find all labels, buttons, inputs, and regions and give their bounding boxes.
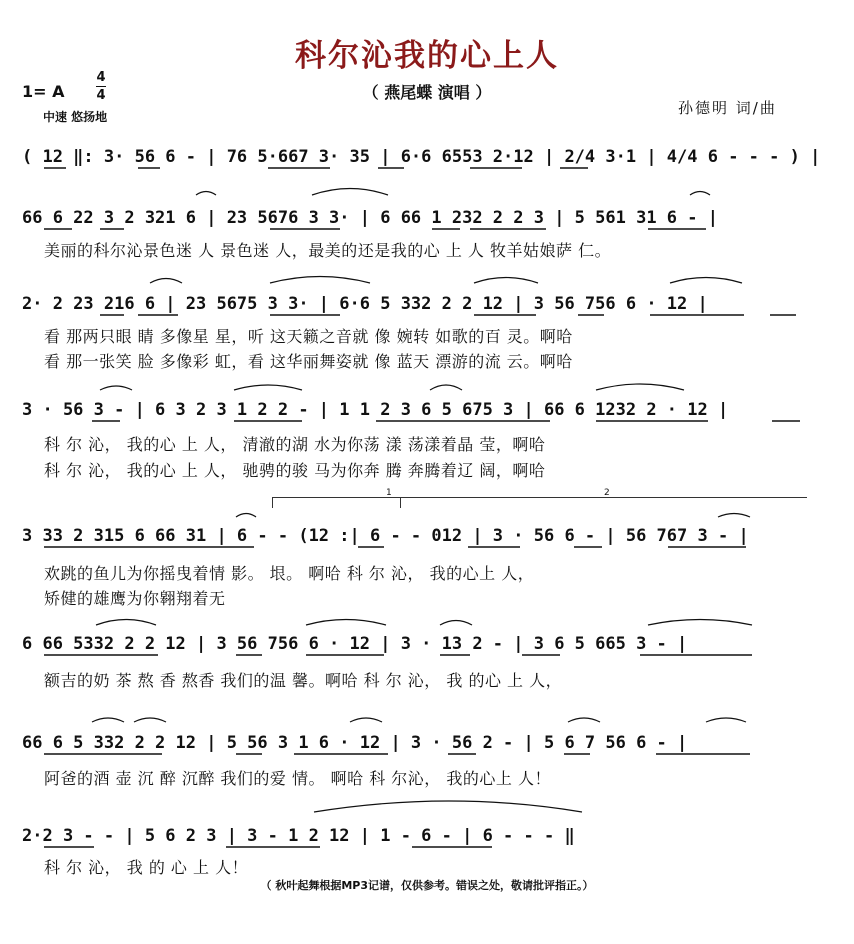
singer-credit: （ 燕尾蝶 演唱 ） (362, 83, 492, 102)
volta-2-label: 2 (604, 488, 610, 498)
volta-bracket-2 (400, 488, 807, 508)
song-title: 科尔沁我的心上人 (295, 38, 559, 74)
score-line-1-lyric-1: 美丽的科尔沁景色迷 人 景色迷 人，最美的还是我的心 上 人 牧羊姑娘萨 仁。 (44, 241, 612, 260)
score-line-7-notes: 2·2 3 - - | 5 6 2 3 | 3 - 1 2 12 | 1 - 6 - | 6 - - - ‖ (22, 826, 575, 846)
composer-credit: 孙德明 词/曲 (678, 99, 777, 117)
score-line-5-notes: 6 66 5332 2 2 12 | 3 56 756 6 · 12 | 3 · 13 2 - | 3 6 5 665 3 - | (22, 634, 688, 654)
score-line-3-lyric-2: 科 尔 沁， 我的心 上 人， 驰骋的骏 马为你奔 腾 奔腾着辽 阔，啊哈 (44, 461, 546, 480)
score-line-5-lyric-1: 额吉的奶 茶 熬 香 熬香 我们的温 馨。啊哈 科 尔 沁， 我 的心 上 人， (44, 671, 563, 690)
score-line-3-notes: 3 · 56 3 - | 6 3 2 3 1 2 2 - | 1 1 2 3 6 5 675 3 | 66 6 1232 2 · 12 | (22, 400, 729, 420)
score-line-7-lyric-1: 科 尔 沁， 我 的 心 上 人！ (44, 858, 249, 877)
transcription-footnote: （ 秋叶起舞根据MP3记谱，仅供参考。错误之处，敬请批评指正。） (260, 879, 594, 892)
score-line-6-notes: 66 6 5 332 2 2 12 | 5 56 3 1 6 · 12 | 3 · 56 2 - | 5 6 7 56 6 - | (22, 733, 688, 753)
time-signature (94, 70, 108, 103)
score-line-1-notes: 66 6 22 3 2 321 6 | 23 5676 3 3· | 6 66 1 232 2 2 3 | 5 561 31 6 - | (22, 208, 718, 228)
score-line-4-lyric-1: 欢跳的鱼儿为你摇曳着情 影。 垠。 啊哈 科 尔 沁， 我的心上 人， (44, 564, 535, 583)
key-signature: 1= A (22, 82, 65, 101)
score-line-2-lyric-1: 看 那两只眼 睛 多像星 星，听 这天籁之音就 像 婉转 如歌的百 灵。啊哈 (44, 327, 573, 346)
score-line-4-lyric-2: 矫健的雄鹰为你翱翔着无 (44, 589, 226, 608)
score-line-2-notes: 2· 2 23 216 6 | 23 5675 3 3· | 6·6 5 332 2 2 12 | 3 56 756 6 · 12 | (22, 294, 708, 314)
volta-1-label: 1 (386, 488, 392, 498)
time-signature-top: 4 (96, 70, 106, 85)
score-line-3-lyric-1: 科 尔 沁， 我的心 上 人， 清澈的湖 水为你荡 漾 荡漾着晶 莹，啊哈 (44, 435, 546, 454)
score-line-6-lyric-1: 阿爸的酒 壶 沉 醉 沉醉 我们的爱 情。 啊哈 科 尔沁， 我的心上 人！ (44, 769, 551, 788)
time-signature-divider (96, 86, 106, 87)
score-line-0-notes: ( 12 ‖: 3· 56 6 - | 76 5·667 3· 35 | 6·6 6553 2·12 | 2/4 3·1 | 4/4 6 - - - ) | (22, 147, 821, 167)
tempo-marking: 中速 悠扬地 (43, 110, 108, 124)
time-signature-bottom: 4 (96, 88, 106, 103)
score-line-4-notes: 3 33 2 315 6 66 31 | 6 - - (12 :| 6 - - 012 | 3 · 56 6 - | 56 767 3 - | (22, 526, 749, 546)
score-line-2-lyric-2: 看 那一张笑 脸 多像彩 虹，看 这华丽舞姿就 像 蓝天 漂游的流 云。啊哈 (44, 352, 573, 371)
